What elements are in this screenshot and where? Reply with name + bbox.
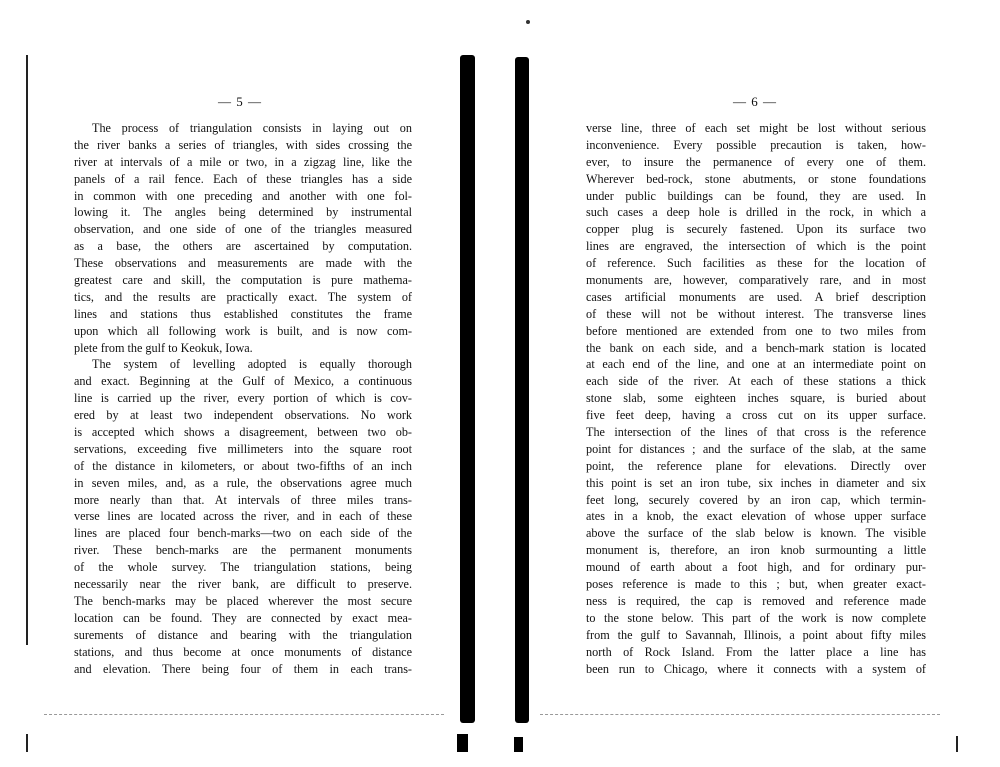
text-line: each side of the river. At each of these stations a thick [586, 374, 926, 389]
text-line: lowing it. The angles being determined by instrumental [74, 205, 412, 220]
text-line: verse lines are located across the river, and in each of these [74, 509, 412, 524]
right-page [500, 0, 1000, 767]
text-line: under public buildings can be found, they are used. In [586, 188, 926, 203]
text-line: The bench-marks may be placed wherever the most secure [74, 593, 412, 608]
text-line: surements of distance and bearing with the triangulation [74, 627, 412, 642]
text-line: above the surface of the slab below is known. The visible [586, 526, 926, 541]
text-line: point for distances ; and the surface of the slab, at the same [586, 441, 926, 456]
text-line: stone slab, some eighteen inches square, is buried about [586, 391, 926, 406]
text-line: ness is required, the cap is removed and reference made [586, 593, 926, 608]
text-line: to the stone below. This part of the work is now complete [586, 610, 926, 625]
text-line: mound of earth about a foot high, and for ordinary pur- [586, 560, 926, 575]
text-line: river at intervals of a mile or two, in a zigzag line, like the [74, 154, 412, 169]
text-line: lines are engraved, the intersection of which is the point [586, 239, 926, 254]
text-line: before mentioned are extended from one to two miles from [586, 323, 926, 338]
text-line: and exact. Beginning at the Gulf of Mexico, a continuous [74, 374, 412, 389]
text-line: servations, exceeding five millimeters into the square root [74, 441, 412, 456]
text-line: the bank on each side, and a bench-mark station is located [586, 340, 926, 355]
text-line: copper plug is securely fastened. Upon its surface two [586, 222, 926, 237]
page-number: — 5 — [218, 94, 262, 109]
text-line: more nearly than that. At intervals of three miles trans- [74, 492, 412, 507]
text-line: monuments are, however, comparatively rare, and in most [586, 273, 926, 288]
text-line: line is carried up the river, every portion of which is cov- [74, 391, 412, 406]
text-line: of the distance in kilometers, or about two-fifths of an inch [74, 458, 412, 473]
text-line: at each end of the line, and one at an intermediate point on [586, 357, 926, 372]
text-line: plete from the gulf to Keokuk, Iowa. [74, 340, 253, 355]
text-line: is accepted which shows a disagreement, between two ob- [74, 425, 412, 440]
text-line: river. These bench-marks are the permanent monuments [74, 543, 412, 558]
text-line: as a base, the others are ascertained by computation. [74, 239, 412, 254]
text-line: of these will not be without interest. The transverse lines [586, 306, 926, 321]
text-line: such cases a deep hole is drilled in the rock, in which a [586, 205, 926, 220]
page-number: — 6 — [733, 94, 777, 109]
text-line: panels of a rail fence. Each of these triangles has a side [74, 171, 412, 186]
text-line: These observations and measurements are made with the [74, 256, 412, 271]
text-line: the river banks a series of triangles, with sides crossing the [74, 137, 412, 152]
page-body-text [586, 120, 926, 677]
text-line: in seven miles, and, as a rule, the observations agree much [74, 475, 412, 490]
text-line: inconvenience. Every possible precaution is taken, how- [586, 137, 926, 152]
text-line: ates in a knob, the exact elevation of whose upper surface [586, 509, 926, 524]
text-line: monument is, therefore, an iron knob surmounting a little [586, 543, 926, 558]
text-line: The process of triangulation consists in laying out on [92, 121, 412, 135]
text-line: ered by at least two independent observations. No work [74, 408, 412, 423]
text-line: point, the reference plane for elevations. Directly over [586, 458, 926, 473]
page-body-text [74, 120, 412, 677]
text-line: The intersection of the lines of that cross is the reference [586, 425, 926, 440]
text-line: five feet deep, having a cross cut on its upper surface. [586, 408, 926, 423]
text-line: in common with one preceding and another with one fol- [74, 188, 412, 203]
text-line: this point is set an iron tube, six inches in diameter and six [586, 475, 926, 490]
text-line: of reference. Such facilities as these for the location of [586, 256, 926, 271]
text-line: stations, and thus become at once monuments of distance [74, 644, 412, 659]
text-line: The system of levelling adopted is equally thorough [92, 357, 412, 372]
text-line: poses reference is made to this ; but, when greater exact- [586, 577, 926, 592]
text-line: north of Rock Island. From the latter place a line has [586, 644, 926, 659]
text-line: lines are placed four bench-marks—two on each side of the [74, 526, 412, 541]
text-line: Wherever bed-rock, stone abutments, or stone foundations [586, 171, 926, 186]
text-line: location can be found. They are connected by exact mea- [74, 610, 412, 625]
text-line: feet long, securely covered by an iron cap, which termin- [586, 492, 926, 507]
text-line: necessarily near the river bank, are difficult to preserve. [74, 577, 412, 592]
text-line: upon which all following work is built, and is now com- [74, 323, 412, 338]
text-line: lines and stations thus established constitutes the frame [74, 306, 412, 321]
text-line: tics, and the results are practically exact. The system of [74, 289, 412, 304]
text-line: greatest care and skill, the computation is pure mathema- [74, 273, 412, 288]
text-line: from the gulf to Savannah, Illinois, a point about fifty miles [586, 627, 926, 642]
text-line: been run to Chicago, where it connects with a system of [586, 661, 926, 676]
text-line: cases artificial monuments are used. A brief description [586, 289, 926, 304]
text-line: observation, and one side of one of the triangles measured [74, 222, 412, 237]
text-line: and elevation. There being four of them in each trans- [74, 661, 412, 676]
text-line: ever, to insure the permanence of every one of them. [586, 154, 926, 169]
text-line: of the whole survey. The triangulation stations, being [74, 560, 412, 575]
text-line: verse line, three of each set might be lost without serious [586, 121, 926, 135]
